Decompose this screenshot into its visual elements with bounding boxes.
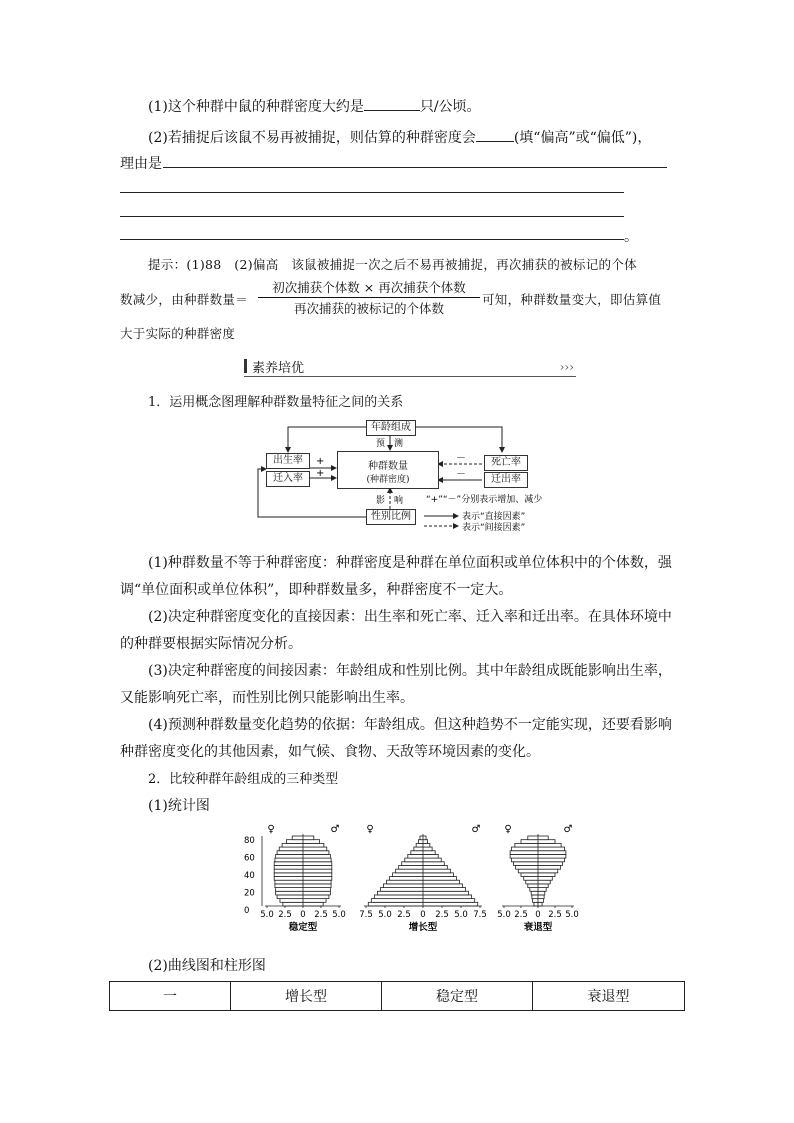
paragraph-4-line-2: 种群密度变化的其他因素，如气候、食物、天敌等环境因素的变化。 <box>120 744 540 760</box>
stable-x-tick-label: 0 <box>300 910 306 920</box>
age-pyramid-charts <box>240 820 590 942</box>
declining-chart-label: 衰退型 <box>523 922 553 933</box>
legend-signs: “+”“－”分别表示增加、减少 <box>426 495 543 505</box>
plus-sign-1: + <box>316 456 325 467</box>
male-symbol-icon: ♂ <box>330 824 340 835</box>
growing-x-tick-label: 5.0 <box>378 910 392 920</box>
table-header-declining: 衰退型 <box>533 982 685 1011</box>
y-tick-label: 60 <box>244 853 255 864</box>
y-tick-label: 80 <box>244 836 255 846</box>
table-header-stable: 稳定型 <box>382 982 533 1011</box>
growing-x-tick-label: 2.5 <box>397 910 411 920</box>
hint-line-1: 提示：(1)88 (2)偏高 该鼠被捕捉一次之后不易再被捕捉，再次捕获的被标记的个体 <box>148 257 637 272</box>
answer-line-4[interactable] <box>120 239 624 240</box>
comparison-table <box>109 981 685 1011</box>
question-1-prefix: (1)这个种群中鼠的种群密度大约是 <box>148 99 364 115</box>
plus-sign-2: + <box>316 468 325 479</box>
box-emigration-rate: 迁出率 <box>484 472 528 488</box>
section-arrows: ››› <box>559 360 574 374</box>
female-symbol-icon: ♀ <box>267 824 275 835</box>
paragraph-3-line-1: (3)决定种群密度的间接因素：年龄组成和性别比例。其中年龄组成既能影响出生率， <box>148 663 672 679</box>
y-tick-label: 40 <box>244 871 255 881</box>
male-symbol-icon: ♂ <box>563 824 573 835</box>
stable-chart-label: 稳定型 <box>288 922 318 933</box>
legend-direct: 表示“直接因素” <box>462 512 526 522</box>
answer-line-1[interactable] <box>163 167 667 168</box>
stable-x-tick-label: 5.0 <box>260 910 274 920</box>
answer-line-3[interactable] <box>120 216 624 217</box>
stable-x-tick-label: 2.5 <box>278 910 292 920</box>
section-title: 素养培优 <box>252 361 305 376</box>
question-2-prefix: (2)若捕捉后该鼠不易再被捕捉，则估算的种群密度会 <box>148 130 476 146</box>
answer-blank-2[interactable] <box>476 127 514 142</box>
fraction-bar <box>258 297 480 298</box>
table-header-row <box>110 982 685 1011</box>
paragraph-1-line-2: 调“单位面积或单位体积”，即种群数量多，种群密度不一定大。 <box>120 582 513 598</box>
formula-denominator: 再次捕获的被标记的个体数 <box>293 301 444 316</box>
section-header <box>244 356 576 377</box>
reason-label: 理由是 <box>120 156 162 172</box>
density-label: (种群密度) <box>366 475 410 485</box>
box-age-structure: 年龄组成 <box>366 420 416 436</box>
stable-x-tick-label: 2.5 <box>314 910 328 920</box>
item-2-title: 2．比较种群年龄组成的三种类型 <box>148 772 339 787</box>
section-marker <box>244 359 247 373</box>
answer-line-2[interactable] <box>120 192 624 193</box>
box-population <box>337 451 439 489</box>
declining-x-tick-label: 5.0 <box>497 910 511 920</box>
paragraph-1-line-1: (1)种群数量不等于种群密度：种群密度是种群在单位面积或单位体积中的个体数，强 <box>148 555 672 571</box>
growing-x-tick-label: 2.5 <box>435 910 449 920</box>
declining-x-tick-label: 0 <box>535 910 541 920</box>
answer-blank-1[interactable] <box>364 96 420 111</box>
y-tick-label: 20 <box>244 888 255 899</box>
answer-end: 。 <box>624 229 638 245</box>
paragraph-3-line-2: 又能影响死亡率，而性别比例只能影响出生率。 <box>120 690 414 706</box>
box-sex-ratio: 性别比例 <box>366 509 416 525</box>
formula-numerator: 初次捕获个体数 × 再次捕获个体数 <box>272 280 466 295</box>
table-header-corner: 一 <box>110 982 231 1011</box>
item-1-title: 1．运用概念图理解种群数量特征之间的关系 <box>148 395 404 410</box>
paragraph-2-line-2: 的种群要根据实际情况分析。 <box>120 636 302 652</box>
question-1-suffix: 只/公顷。 <box>419 99 481 115</box>
male-symbol-icon: ♂ <box>471 824 481 835</box>
table-header-growing: 增长型 <box>231 982 382 1011</box>
paragraph-2-line-1: (2)决定种群密度变化的直接因素：出生率和死亡率、迁入率和迁出率。在具体环境中 <box>148 609 672 625</box>
influence-label: 影 响 <box>376 496 404 506</box>
declining-x-tick-label: 2.5 <box>514 910 528 920</box>
female-symbol-icon: ♀ <box>504 824 512 835</box>
female-symbol-icon: ♀ <box>366 824 374 835</box>
hint-line-2-suffix: 可知，种群数量变大，即估算值 <box>482 292 662 307</box>
paragraph-4-line-1: (4)预测种群数量变化趋势的依据：年龄组成。但这种趋势不一定能实现，还要看影响 <box>148 717 672 733</box>
question-2 <box>148 127 651 147</box>
growing-x-tick-label: 7.5 <box>473 910 487 920</box>
minus-sign-2: － <box>456 469 466 480</box>
question-2-suffix: (填“偏高”或“偏低”)， <box>513 130 652 146</box>
declining-x-tick-label: 2.5 <box>548 910 562 920</box>
item-2-sub-1: (1)统计图 <box>148 798 210 814</box>
declining-x-tick-label: 5.0 <box>565 910 579 920</box>
box-birth-rate: 出生率 <box>266 453 310 469</box>
growing-chart-label: 增长型 <box>408 922 438 933</box>
hint-line-3: 大于实际的种群密度 <box>120 326 236 341</box>
predict-label: 预 测 <box>376 439 404 449</box>
growing-x-tick-label: 5.0 <box>454 910 468 920</box>
box-immigration-rate: 迁入率 <box>266 471 310 487</box>
hint-line-2-prefix: 数减少，由种群数量＝ <box>120 292 249 307</box>
stable-x-tick-label: 5.0 <box>332 910 346 920</box>
y-tick-label: 0 <box>244 906 250 916</box>
growing-x-tick-label: 7.5 <box>359 910 373 920</box>
growing-x-tick-label: 0 <box>420 910 426 920</box>
question-1 <box>148 96 481 116</box>
box-death-rate: 死亡率 <box>484 455 528 471</box>
item-2-sub-2: (2)曲线图和柱形图 <box>148 958 266 974</box>
minus-sign-1: － <box>456 453 466 464</box>
legend-indirect: 表示“间接因素” <box>462 523 526 533</box>
population-label: 种群数量 <box>368 461 408 472</box>
